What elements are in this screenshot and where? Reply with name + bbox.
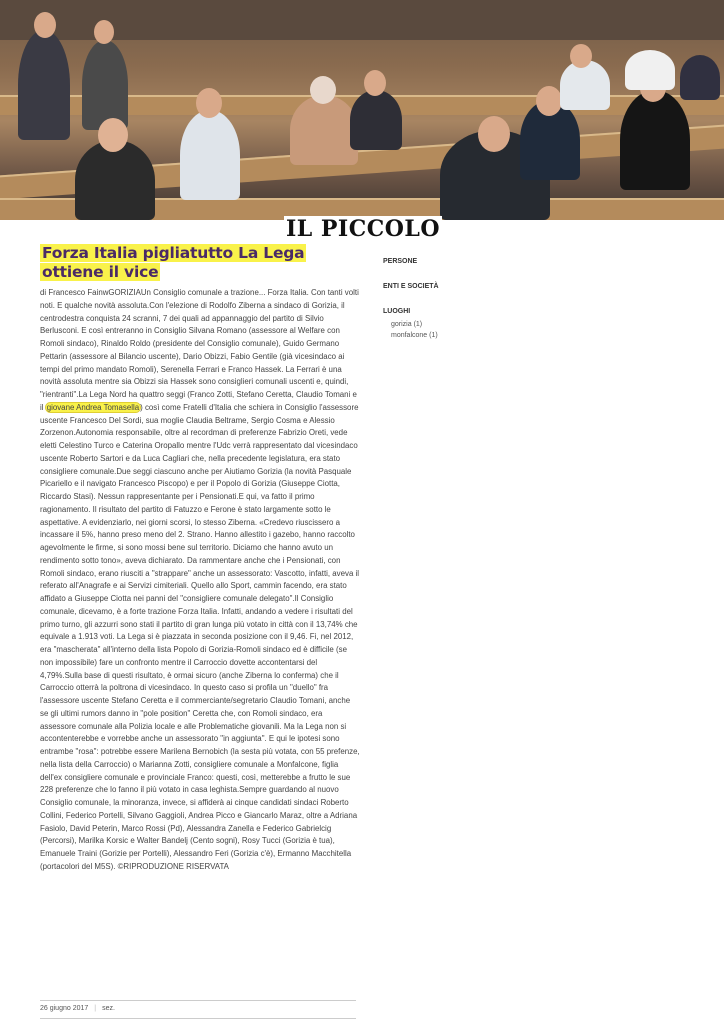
sidebar-place-gorizia[interactable]: gorizia (1): [391, 321, 423, 328]
photo-head: [94, 20, 114, 44]
sidebar-category-enti[interactable]: ENTI E SOCIETÀ: [383, 283, 439, 290]
headline-text: Forza Italia pigliatutto La Lega ottiene il vice: [42, 244, 305, 281]
tag-sidebar: [383, 258, 503, 341]
sidebar-category-persone[interactable]: PERSONE: [383, 258, 418, 265]
photo-person: [180, 110, 240, 200]
article-date: 26 giugno 2017: [40, 1005, 89, 1012]
photo-person: [82, 40, 128, 130]
photo-person: [75, 140, 155, 220]
photo-head: [364, 70, 386, 96]
photo-head: [478, 116, 510, 152]
newspaper-masthead: IL PICCOLO: [285, 216, 441, 242]
sidebar-place-monfalcone[interactable]: monfalcone (1): [391, 332, 438, 339]
photo-head: [536, 86, 562, 116]
photo-person: [560, 60, 610, 110]
photo-person: [290, 95, 358, 165]
photo-head: [570, 44, 592, 68]
article-footer: [40, 1000, 356, 1019]
photo-person: [680, 55, 720, 100]
photo-person: [625, 50, 675, 90]
article-section: sez.: [102, 1005, 115, 1012]
council-photo: [0, 0, 724, 220]
photo-head: [310, 76, 336, 104]
highlighted-text: giovane Andrea Tomasella: [46, 402, 140, 412]
body-text-end: ) così come Fratelli d'Italia che schiera in Consiglio l'assessore uscente Francesco Del Sordi, sua moglie Claudia Beltrame, Sergio Cosma e Alessio Zorzenon.Autonomia responsabile, oltre al recordman di preferenze Fabrizio Oreti, vede eletti Celestino Turco e Caterina Oropallo mentre l'Udc verrà rappresentato dal vicesindaco uscente Roberto Sartori e da Luca Cagliari che, nella precedente legislatura, era stato consigliere comunale.Due seggi ciascuno anche per Aiutiamo Gorizia (la novità Pasquale Picariello e il navigato Francesco Piscopo) e per il Popolo di Gorizia (Giuseppe Ciotta, Riccardo Stasi). Nessun rappresentante per i Pensionati.E qui, va fatto il primo ragionamento. Il risultato del partito di Fatuzzo e Ferone è stato largamente sotto le aspettative. A evidenziarlo, nei giorni scorsi, lo stesso Ziberna. «Credevo riuscissero a incassare il 5%, hanno preso meno del 2. Strano. Hanno allestito i gazebo, hanno raccolto agevolmente le firme, si sono mossi bene sul territorio. Diciamo che hanno avuto un rendimento sotto tono», aveva dichiarato. Da rammentare anche che i Pensionati, con Romoli sindaco, erano riusciti a "strappare" anche un assessorato: Vascotto, infatti, aveva il referato all'Anagrafe e ai Servizi cimiteriali. Quello allo Sport, cammin facendo, era stato affidato a Giuseppe Ciotta nei panni del "consigliere comunale delegato".Il Consiglio comunale, dicevamo, è a forte trazione Forza Italia. Infatti, andando a vedere i risultati del primo turno, gli azzurri sono stati il partito di gran lunga più votato in città con il 13,74% che equivale a 1.913 voti. La Lega si è piazzata in seconda posizione con il 9,46. Fi, nel 2012, era "mascherata" all'interno della lista Popolo di Gorizia-Romoli sindaco ed è difficile (se non impossibile) fare un confronto mentre il Carroccio dovette accontentarsi del 4,79%.Sulla base di questi risultato, è ormai sicuro (anche Ziberna lo conferma) che il Carroccio otterrà la poltrona di vicesindaco. In questo caso si profila un "duello" fra l'assessore uscente Stefano Ceretta e il commerciante/segretario Claudio Tomani, anche se gli ultimi rumors danno in "pole position" Ceretta che, con Romoli sindaco, era assessore comunale alla Polizia locale e alle Problematiche giovanili. Ma la Lega non si accontenterebbe e vorrebbe anche un assessorato "in aggiunta". E qui le ipotesi sono entrambe "rosa": potrebbe essere Marilena Bernobich (la sesta più votata, con 55 prefenze, nella lista della Carroccio) o Marianna Zotti, consigliere comunale a Monfalcone, figlia dell'ex consigliere comunale e provinciale Franco: questi, così, metterebbe a frutto le sue 228 preferenze che lo fanno il più votato in casa leghista.Sempre guardando al nuovo Consiglio comunale, la minoranza, invece, si affiderà ai cinque candidati sindaci Roberto Collini, Federico Portelli, Silvano Gaggioli, Andrea Picco e Giancarlo Maraz, oltre a Adriana Fasiolo, David Peterin, Marco Rossi (Pd), Alessandra Zanella e Federico Gabrielcig (Percorsi), Marilka Korsic e Walter Bandelj (Cento sogni), Rosy Tucci (Gorizia è tua), Emanuele Traini (Gorizie per Portelli), Alessandro Feri (Gorizia c'è), Ermanno Macchitella (portacolori del M5S). ©RIPRODUZIONE RISERVATA: [40, 402, 360, 871]
sidebar-category-luoghi[interactable]: LUOGHI: [383, 308, 411, 315]
photo-head: [98, 118, 128, 152]
article-headline: [40, 244, 356, 282]
photo-head: [196, 88, 222, 118]
footer-separator: |: [94, 1005, 97, 1012]
photo-head: [34, 12, 56, 38]
photo-person: [620, 90, 690, 190]
body-text-start: di Francesco FainwGORIZIAUn Consiglio comunale a trazione... Forza Italia. Con tanti volti noti. E qualche novità assoluta.Con l'elezione di Rodolfo Ziberna a sindaco di Gorizia, il centrodestra conquista 24 scranni, 7 dei quali ad appannaggio del partito di Silvio Berlusconi. E così entreranno in Consiglio Silvana Romano (assessore al Welfare con Romoli sindaco), Rinaldo Roldo (presidente del Consiglio comunale), Guido Germano Pettarin (assessore al Bilancio uscente), Dario Obizzi, Fabio Gentile (già vicesindaco ai tempi del primo mandato Romoli), Serenella Ferrari e Franco Hassek. La Ferrari è una novità assoluta mentre sia Obizzi sia Hassek sono consiglieri comunali uscenti e, quindi, "rientranti".La Lega Nord ha quattro seggi (Franco Zotti, Stefano Ceretta, Claudio Tomani e il: [40, 288, 359, 412]
photo-person: [18, 30, 70, 140]
photo-person: [350, 90, 402, 150]
article-body: [40, 287, 360, 874]
